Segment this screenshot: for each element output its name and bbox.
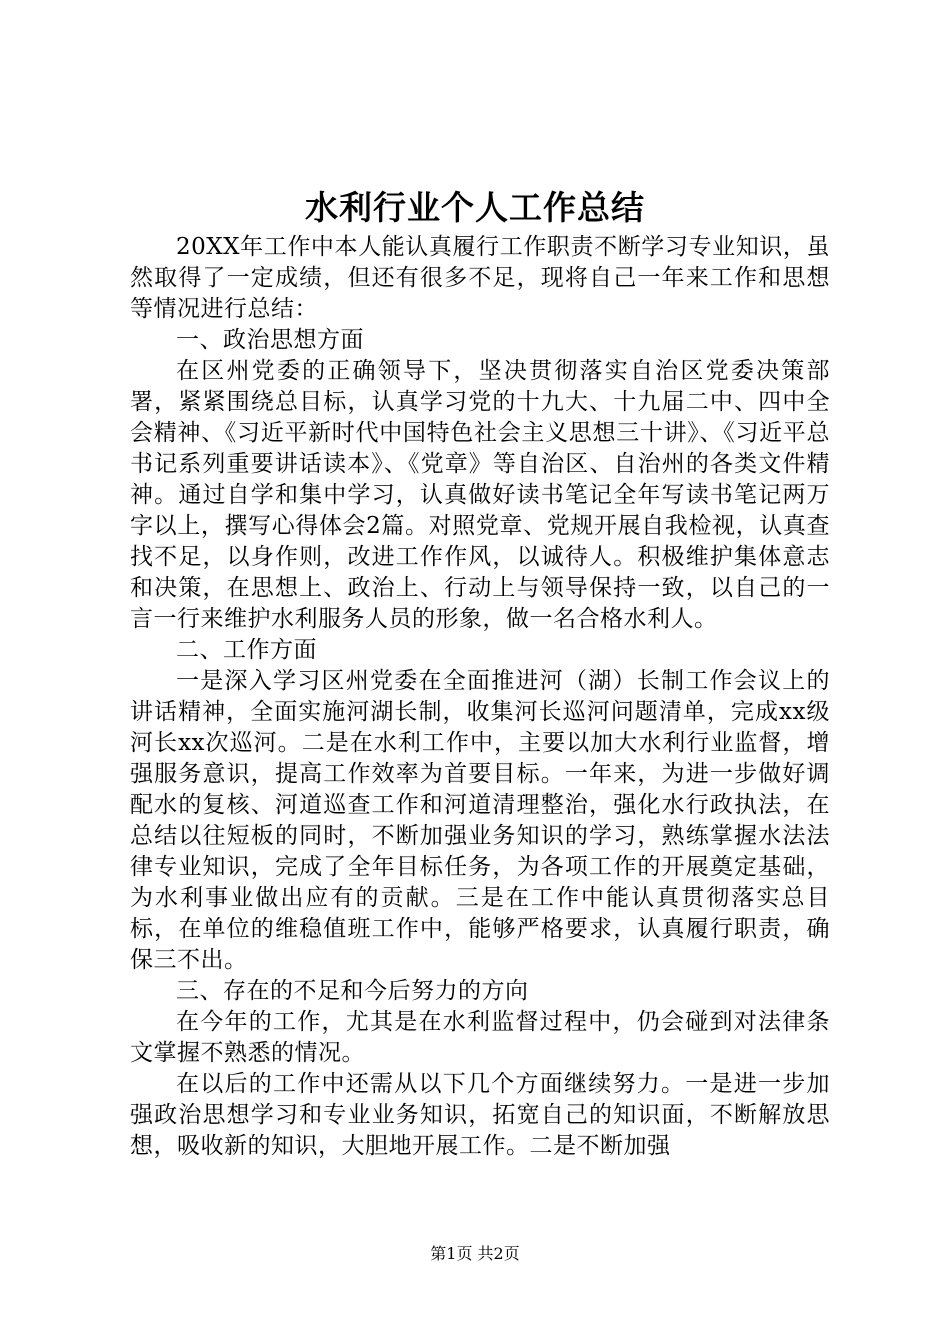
shortcomings-paragraph: 在今年的工作，尤其是在水利监督过程中，仍会碰到对法律条文掌握不熟悉的情况。	[130, 1009, 830, 1066]
intro-paragraph: 20XX年工作中本人能认真履行工作职责不断学习专业知识，虽然取得了一定成绩，但还有很多不足，现将自己一年来工作和思想等情况进行总结：	[130, 234, 830, 322]
page-footer: 第1页 共2页	[430, 1244, 520, 1263]
section-heading-shortcomings: 三、存在的不足和今后努力的方向	[176, 978, 529, 1004]
politics-paragraph: 在区州党委的正确领导下，坚决贯彻落实自治区党委决策部署，紧紧围绕总目标，认真学习党的十九大、十九届二中、四中全会精神、《习近平新时代中国特色社会主义思想三十讲》、《习近平总书记系列重要讲话读本》、《党章》等自治区、自治州的各类文件精神。通过自学和集中学习，认真做好读书笔记全年写读书笔记两万字以上，撰写心得体会2篇。对照党章、党规开展自我检视，认真查找不足，以身作则，改进工作作风，以诚待人。积极维护集体意志和决策，在思想上、政治上、行动上与领导保持一致，以自己的一言一行来维护水利服务人员的形象，做一名合格水利人。	[130, 358, 830, 632]
section-heading-politics: 一、政治思想方面	[176, 327, 364, 353]
document-title: 水利行业个人工作总结	[305, 188, 645, 227]
document-body	[130, 232, 830, 1162]
future-paragraph: 在以后的工作中还需从以下几个方面继续努力。一是进一步加强政治思想学习和专业业务知识，拓宽自己的知识面，不断解放思想，吸收新的知识，大胆地开展工作。二是不断加强	[130, 1071, 830, 1159]
work-paragraph: 一是深入学习区州党委在全面推进河（湖）长制工作会议上的讲话精神，全面实施河湖长制，收集河长巡河问题清单，完成xx级河长xx次巡河。二是在水利工作中，主要以加大水利行业监督，增强服务意识，提高工作效率为首要目标。一年来，为进一步做好调配水的复核、河道巡查工作和河道清理整治，强化水行政执法，在总结以往短板的同时，不断加强业务知识的学习，熟练掌握水法法律专业知识，完成了全年目标任务，为各项工作的开展奠定基础，为水利事业做出应有的贡献。三是在工作中能认真贯彻落实总目标，在单位的维稳值班工作中，能够严格要求，认真履行职责，确保三不出。	[130, 668, 830, 973]
section-heading-work: 二、工作方面	[176, 637, 317, 663]
